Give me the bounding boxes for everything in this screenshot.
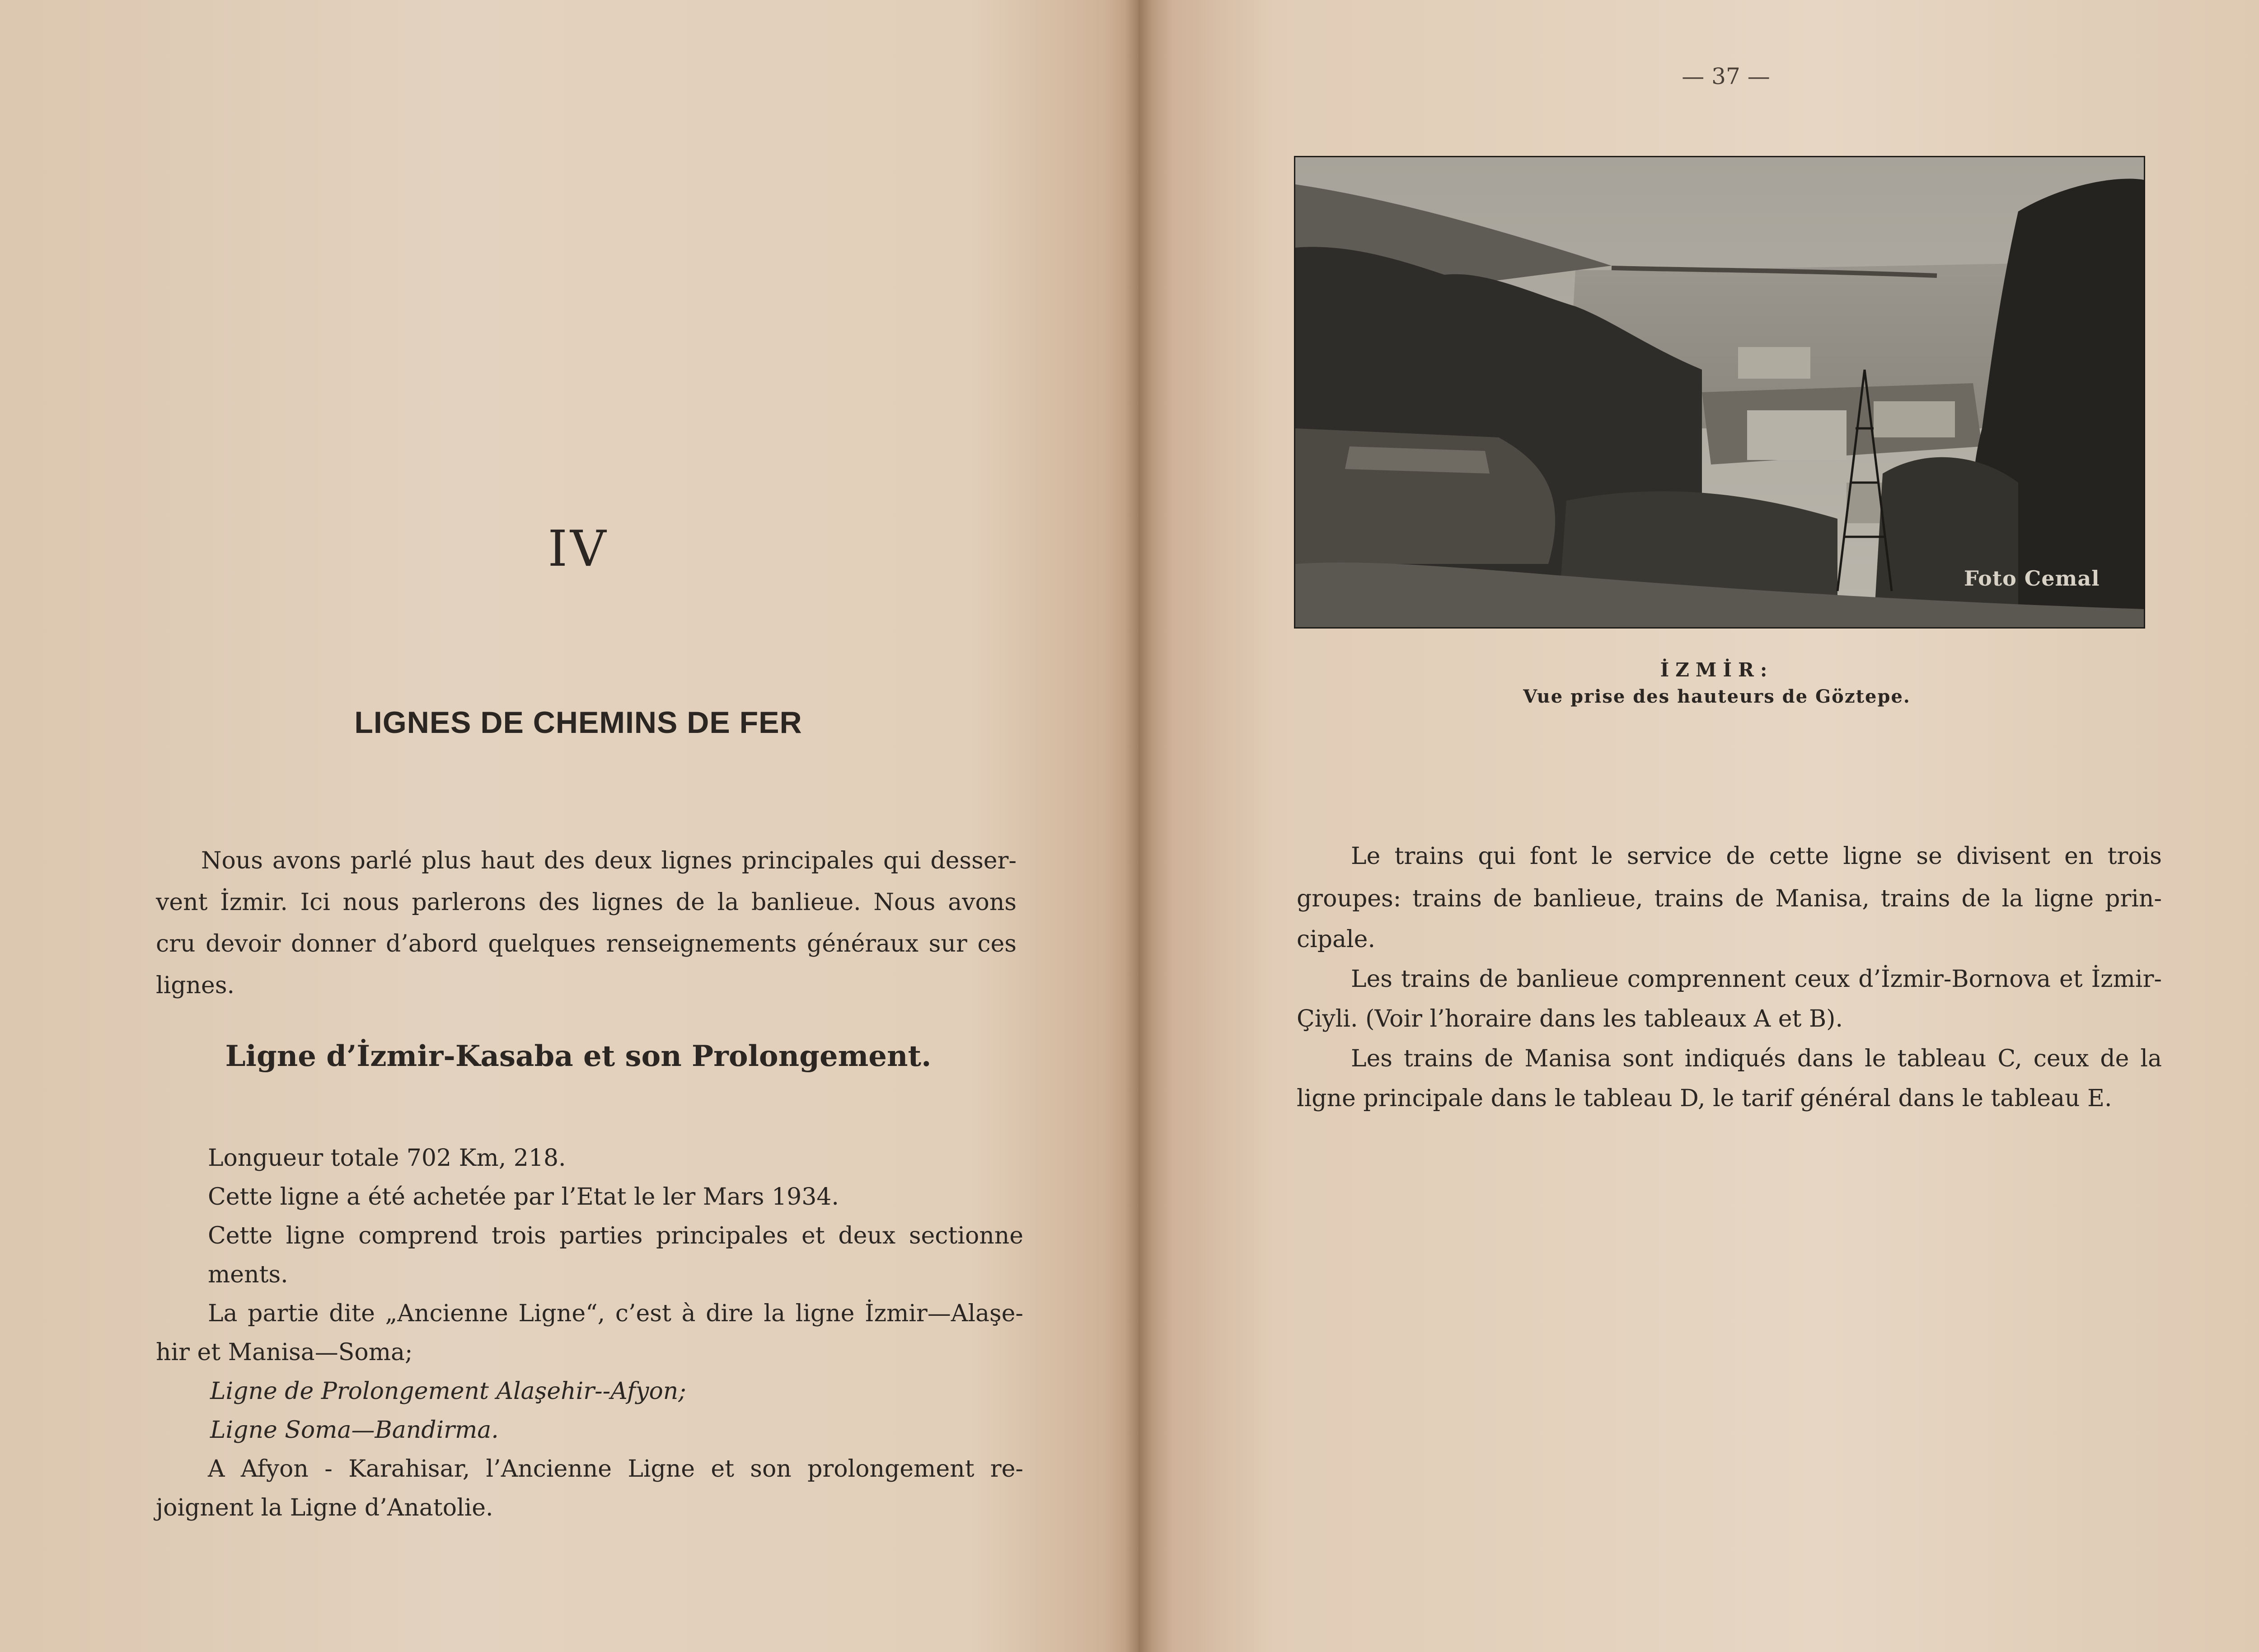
- intro-line: vent İzmir. Ici nous parlerons des lignes de la banlieue. Nous avons: [156, 889, 1017, 916]
- body-line: ligne principale dans le tableau D, le tarif général dans le tableau E.: [1297, 1085, 2112, 1112]
- right-body-text: [1297, 834, 2162, 1121]
- detail-line: Cette ligne comprend trois parties principales et deux sectionne: [208, 1222, 1023, 1249]
- section-details: [156, 1139, 1023, 1527]
- intro-line: cru devoir donner d’abord quelques renseignements généraux sur ces: [156, 930, 1017, 957]
- izmir-panorama-image: [1295, 157, 2144, 627]
- detail-line: Ligne Soma—Bandirma.: [210, 1417, 499, 1444]
- detail-line: hir et Manisa—Soma;: [156, 1339, 413, 1366]
- photo-credit: Foto Cemal: [1964, 566, 2100, 591]
- detail-line: Cette ligne a été achetée par l’Etat le ler Mars 1934.: [208, 1183, 839, 1211]
- chapter-title: LIGNES DE CHEMINS DE FER: [354, 705, 802, 740]
- photograph: [1294, 156, 2145, 629]
- detail-line: A Afyon - Karahisar, l’Ancienne Ligne et son prolongement re-: [208, 1455, 1023, 1483]
- detail-line: joignent la Ligne d’Anatolie.: [156, 1494, 493, 1521]
- intro-line: Nous avons parlé plus haut des deux lignes principales qui desser-: [201, 847, 1017, 874]
- page-number: — 37 —: [1682, 63, 1770, 89]
- body-line: groupes: trains de banlieue, trains de Manisa, trains de la ligne prin-: [1297, 885, 2162, 912]
- detail-line: Ligne de Prolongement Alaşehir--Afyon;: [210, 1378, 686, 1405]
- detail-line: Longueur totale 702 Km, 218.: [208, 1145, 566, 1172]
- detail-line: ments.: [208, 1261, 288, 1288]
- body-line: Les trains de Manisa sont indiqués dans le tableau C, ceux de la: [1351, 1045, 2162, 1072]
- caption-title: İZMİR:: [1660, 659, 1774, 681]
- body-line: Le trains qui font le service de cette ligne se divisent en trois: [1351, 843, 2162, 870]
- body-line: cipale.: [1297, 926, 1375, 953]
- intro-paragraph: [156, 838, 1017, 1008]
- intro-line: lignes.: [156, 972, 235, 999]
- body-line: Çiyli. (Voir l’horaire dans les tableaux A et B).: [1297, 1005, 1843, 1032]
- body-line: Les trains de banlieue comprennent ceux d’İzmir-Bornova et İzmir-: [1351, 966, 2162, 993]
- book-gutter: [1125, 0, 1152, 1652]
- detail-line: La partie dite „Ancienne Ligne“, c’est à dire la ligne İzmir—Alaşe-: [208, 1300, 1023, 1327]
- section-title: Ligne d’İzmir-Kasaba et son Prolongement.: [225, 1039, 932, 1073]
- chapter-number: IV: [548, 520, 609, 577]
- caption-subtitle: Vue prise des hauteurs de Göztepe.: [1523, 686, 1911, 707]
